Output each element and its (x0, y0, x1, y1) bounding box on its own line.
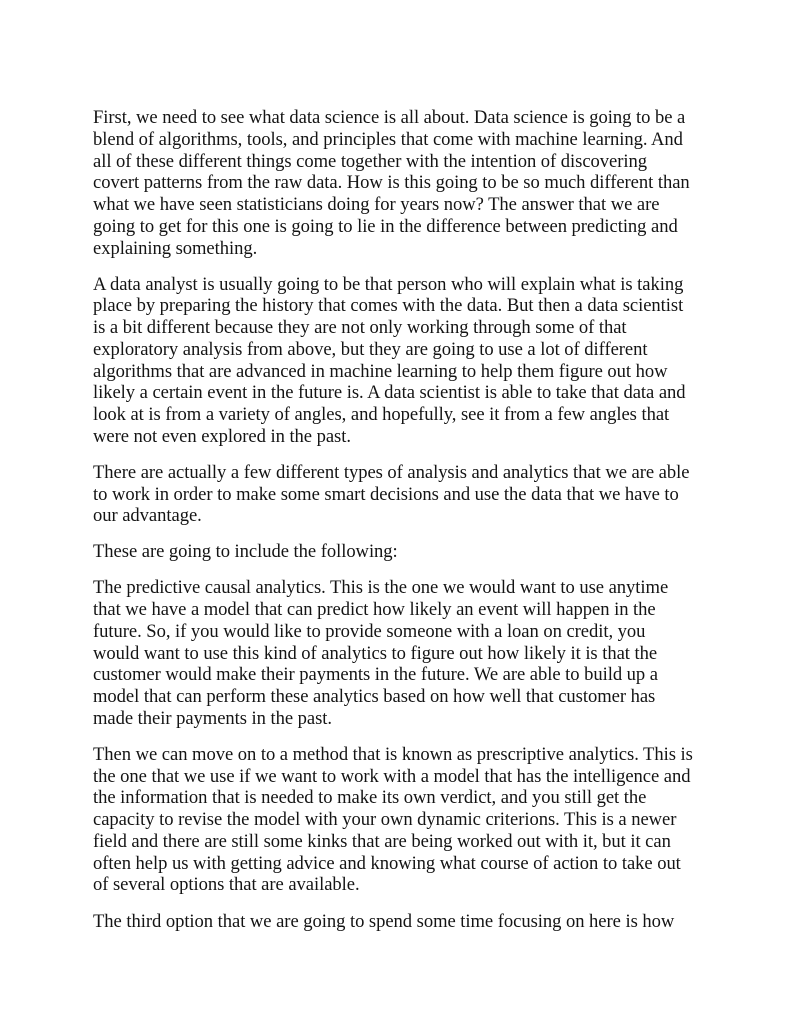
text-line: is a bit different because they are not only working through some of that (93, 317, 627, 339)
text-line: capacity to revise the model with your own dynamic criterions. This is a newer (93, 809, 677, 831)
text-line: place by preparing the history that comes with the data. But then a data scientist (93, 295, 684, 317)
document-body (93, 107, 709, 942)
paragraph (93, 107, 709, 259)
paragraph (93, 744, 709, 896)
text-line: look at is from a variety of angles, and hopefully, see it from a few angles that (93, 404, 670, 426)
text-line: model that can perform these analytics based on how well that customer has (93, 686, 656, 708)
text-line: the one that we use if we want to work with a model that has the intelligence and (93, 765, 691, 787)
text-line: customer would make their payments in the future. We are able to build up a (93, 664, 658, 686)
text-line: the information that is needed to make its own verdict, and you still get the (93, 787, 647, 809)
text-line: First, we need to see what data science is all about. Data science is going to be a (93, 107, 686, 128)
text-line: that we have a model that can predict how likely an event will happen in the (93, 599, 656, 621)
text-line: A data analyst is usually going to be that person who will explain what is taking (93, 273, 684, 295)
text-line: of several options that are available. (93, 874, 360, 896)
text-line: were not even explored in the past. (93, 425, 351, 447)
paragraph-truncated (93, 911, 709, 933)
text-line: would want to use this kind of analytics to figure out how likely it is that the (93, 642, 658, 664)
text-line: algorithms that are advanced in machine learning to help them figure out how (93, 360, 668, 382)
text-line: likely a certain event in the future is. A data scientist is able to take that data and (93, 382, 686, 404)
text-line: The third option that we are going to spend some time focusing on here is how (93, 910, 675, 932)
paragraph (93, 541, 709, 563)
text-line: made their payments in the past. (93, 707, 333, 729)
text-line: These are going to include the following: (93, 541, 398, 563)
text-line: There are actually a few different types of analysis and analytics that we are able (93, 461, 690, 483)
text-line: explaining something. (93, 237, 258, 259)
text-line: going to get for this one is going to lie in the difference between predicting and (93, 215, 678, 237)
text-line: often help us with getting advice and knowing what course of action to take out (93, 852, 681, 874)
paragraph (93, 274, 709, 448)
text-line: The predictive causal analytics. This is the one we would want to use anytime (93, 577, 669, 599)
paragraph (93, 577, 709, 729)
text-line: covert patterns from the raw data. How is this going to be so much different than (93, 172, 690, 194)
text-line: our advantage. (93, 505, 202, 527)
text-line: exploratory analysis from above, but they are going to use a lot of different (93, 338, 648, 360)
text-line: future. So, if you would like to provide someone with a loan on credit, you (93, 620, 646, 642)
text-line: all of these different things come together with the intention of discovering (93, 150, 647, 172)
text-line: field and there are still some kinks that are being worked out with it, but it can (93, 830, 671, 852)
text-line: what we have seen statisticians doing for years now? The answer that we are (93, 194, 660, 215)
text-line: Then we can move on to a method that is known as prescriptive analytics. This is (93, 743, 693, 765)
text-line: blend of algorithms, tools, and principles that come with machine learning. And (93, 128, 683, 150)
paragraph (93, 462, 709, 527)
text-line: to work in order to make some smart decisions and use the data that we have to (93, 483, 679, 505)
